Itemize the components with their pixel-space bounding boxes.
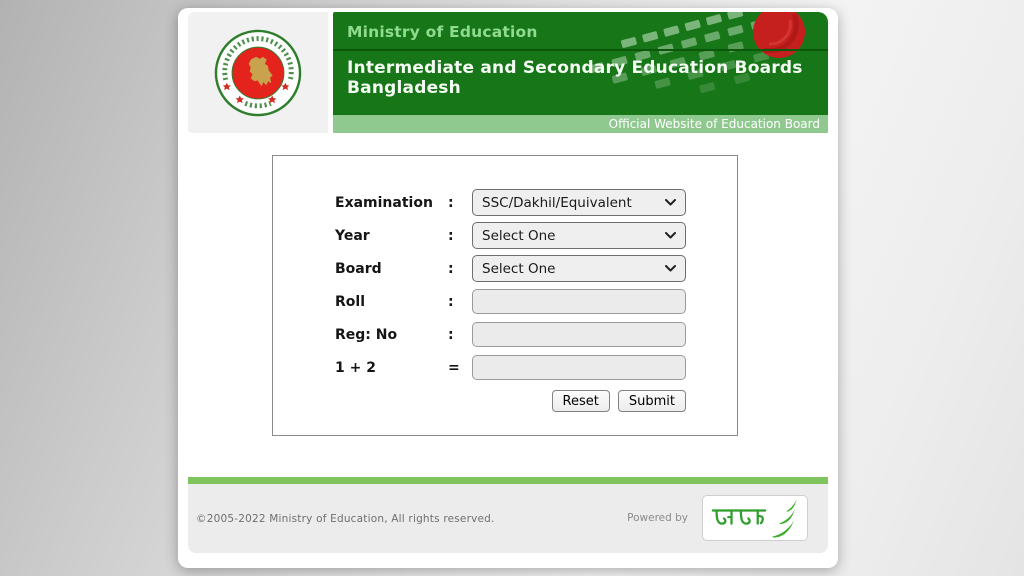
chevron-down-icon [665, 232, 676, 239]
reset-button[interactable]: Reset [552, 390, 610, 412]
year-select-value: Select One [482, 227, 556, 244]
ministry-title: Ministry of Education [333, 12, 828, 51]
examination-separator: : [448, 194, 454, 211]
footer [188, 484, 828, 553]
board-row [335, 252, 686, 285]
reg-no-label: Reg: No [335, 326, 398, 343]
roll-separator: : [448, 293, 454, 310]
reg-no-row [335, 318, 686, 351]
header-banner [333, 12, 828, 133]
captcha-row [335, 351, 686, 384]
teletalk-logo [702, 495, 808, 541]
board-select-value: Select One [482, 260, 556, 277]
captcha-label: 1 + 2 [335, 359, 376, 376]
form-buttons [335, 390, 686, 412]
chevron-down-icon [665, 199, 676, 206]
teletalk-swoosh-icon [770, 497, 800, 539]
boards-title: Intermediate and Secondary Education Boards Bangladesh [347, 58, 803, 98]
year-label: Year [335, 227, 370, 244]
board-select[interactable] [472, 255, 686, 282]
roll-label: Roll [335, 293, 365, 310]
examination-select[interactable] [472, 189, 686, 216]
teletalk-wordmark-icon [710, 504, 768, 532]
submit-button[interactable]: Submit [618, 390, 686, 412]
copyright-text: ©2005-2022 Ministry of Education, All rights reserved. [196, 513, 495, 525]
roll-row [335, 285, 686, 318]
government-seal-panel [188, 12, 328, 133]
captcha-input[interactable] [472, 355, 686, 380]
official-website-bar: Official Website of Education Board [333, 115, 828, 133]
reg-no-separator: : [448, 326, 454, 343]
year-select[interactable] [472, 222, 686, 249]
powered-by-label: Powered by [627, 512, 688, 524]
examination-label: Examination [335, 194, 433, 211]
footer-green-divider [188, 477, 828, 484]
header [188, 12, 828, 133]
page-card [178, 8, 838, 568]
roll-input[interactable] [472, 289, 686, 314]
board-label: Board [335, 260, 382, 277]
reg-no-input[interactable] [472, 322, 686, 347]
form-rows [335, 186, 686, 412]
board-separator: : [448, 260, 454, 277]
examination-row [335, 186, 686, 219]
bangladesh-government-seal-icon [214, 29, 302, 117]
powered-by-group [627, 495, 808, 541]
chevron-down-icon [665, 265, 676, 272]
captcha-separator: = [448, 359, 460, 376]
year-separator: : [448, 227, 454, 244]
result-search-form [272, 155, 738, 436]
year-row [335, 219, 686, 252]
examination-select-value: SSC/Dakhil/Equivalent [482, 194, 632, 211]
